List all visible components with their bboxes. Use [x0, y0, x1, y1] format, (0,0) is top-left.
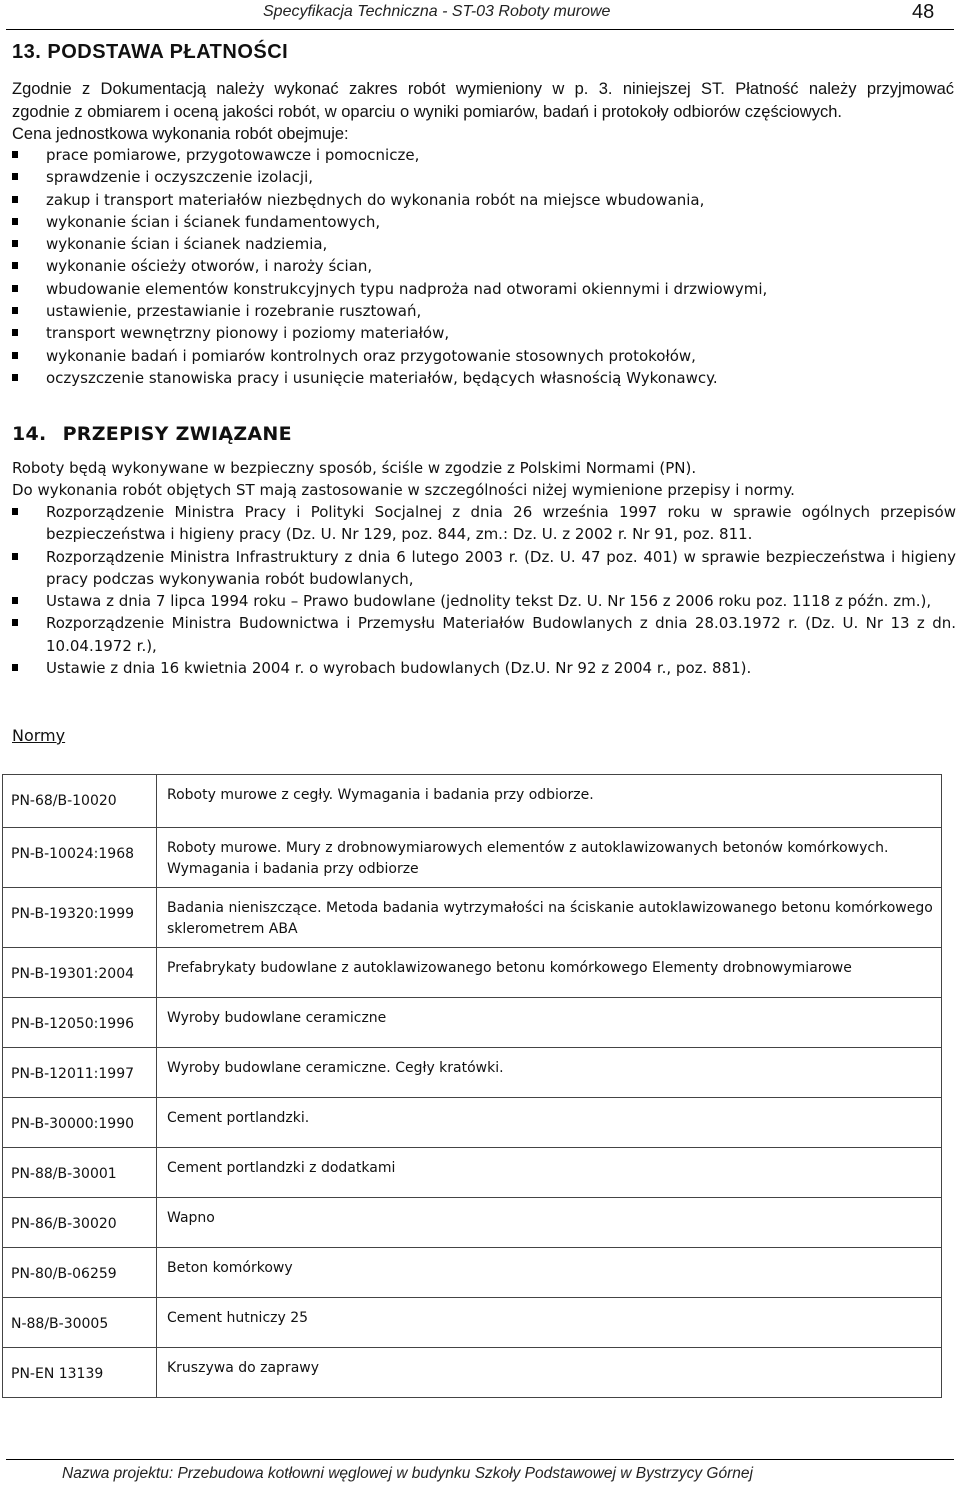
list-item: wykonanie ścian i ścianek nadziemia, — [12, 233, 956, 255]
norm-code: N-88/B-30005 — [3, 1298, 157, 1348]
section-number: 14. — [12, 423, 47, 445]
section-13-paragraph — [12, 78, 954, 146]
list-item: Rozporządzenie Ministra Pracy i Polityki Socjalnej z dnia 26 września 1997 roku w sprawie ogólnych przepisów bezpieczeństwa i higieny pracy (Dz. U. Nr 129, poz. 844, zm.: Dz. U. z 2002 r. Nr 91, poz. 811. — [12, 501, 956, 546]
list-item: wykonanie badań i pomiarów kontrolnych oraz przygotowanie stosownych protokołów, — [12, 345, 956, 367]
norm-description: Cement hutniczy 25 — [157, 1298, 942, 1348]
paragraph-line: Roboty będą wykonywane w bezpieczny sposób, ściśle w zgodzie z Polskimi Normami (PN). — [12, 459, 697, 477]
norm-code: PN-80/B-06259 — [3, 1248, 157, 1298]
table-row — [3, 998, 942, 1048]
norm-code: PN-88/B-30001 — [3, 1148, 157, 1198]
table-row — [3, 1298, 942, 1348]
table-row — [3, 1198, 942, 1248]
list-item: zakup i transport materiałów niezbędnych do wykonania robót na miejsce wbudowania, — [12, 189, 956, 211]
price-scope-list — [12, 144, 956, 389]
table-row — [3, 1348, 942, 1398]
section-title: PRZEPISY ZWIĄZANE — [62, 423, 292, 445]
norm-description: Badania nieniszczące. Metoda badania wytrzymałości na ściskanie autoklawizowanego betonu komórkowego sklerometrem ABA — [157, 888, 942, 948]
norm-description: Wyroby budowlane ceramiczne. Cegły kratówki. — [157, 1048, 942, 1098]
norm-description: Cement portlandzki z dodatkami — [157, 1148, 942, 1198]
page-number: 48 — [912, 1, 935, 23]
list-item: Rozporządzenie Ministra Infrastruktury z dnia 6 lutego 2003 r. (Dz. U. 47 poz. 401) w sprawie bezpieczeństwa i higieny pracy podczas wykonywania robót budowlanych, — [12, 546, 956, 591]
table-row — [3, 828, 942, 888]
header-divider — [6, 29, 954, 30]
table-row — [3, 1248, 942, 1298]
list-item: sprawdzenie i oczyszczenie izolacji, — [12, 166, 956, 188]
list-item: Rozporządzenie Ministra Budownictwa i Przemysłu Materiałów Budowlanych z dnia 28.03.1972 r. (Dz. U. Nr 13 z dn. 10.04.1972 r.), — [12, 612, 956, 657]
norm-code: PN-EN 13139 — [3, 1348, 157, 1398]
norm-description: Roboty murowe. Mury z drobnowymiarowych elementów z autoklawizowanych betonów komórkowych. Wymagania i badania przy odbiorze — [157, 828, 942, 888]
norm-description: Roboty murowe z cegły. Wymagania i badania przy odbiorze. — [157, 775, 942, 828]
section-13-heading: 13. PODSTAWA PŁATNOŚCI — [12, 41, 289, 63]
norm-code: PN-68/B-10020 — [3, 775, 157, 828]
norm-code: PN-B-12011:1997 — [3, 1048, 157, 1098]
norm-code: PN-B-30000:1990 — [3, 1098, 157, 1148]
table-row — [3, 888, 942, 948]
norm-description: Cement portlandzki. — [157, 1098, 942, 1148]
regulations-list — [12, 501, 956, 679]
table-row — [3, 948, 942, 998]
page-footer: Nazwa projektu: Przebudowa kotłowni węglowej w budynku Szkoły Podstawowej w Bystrzycy Górnej — [62, 1465, 753, 1482]
paragraph-line: Cena jednostkowa wykonania robót obejmuje: — [12, 125, 349, 143]
list-item: prace pomiarowe, przygotowawcze i pomocnicze, — [12, 144, 956, 166]
norm-description: Beton komórkowy — [157, 1248, 942, 1298]
norm-code: PN-B-19320:1999 — [3, 888, 157, 948]
list-item: wykonanie ościeży otworów, i naroży ścian, — [12, 255, 956, 277]
norms-table — [2, 774, 942, 1398]
section-14-heading — [12, 423, 292, 445]
norm-description: Kruszywa do zaprawy — [157, 1348, 942, 1398]
list-item: wbudowanie elementów konstrukcyjnych typu nadproża nad otworami okiennymi i drzwiowymi, — [12, 278, 956, 300]
footer-divider — [6, 1459, 954, 1460]
document-title: Specyfikacja Techniczna - ST-03 Roboty murowe — [263, 3, 611, 20]
table-row — [3, 1148, 942, 1198]
norms-label: Normy — [12, 726, 66, 745]
list-item: wykonanie ścian i ścianek fundamentowych, — [12, 211, 956, 233]
paragraph-line: Zgodnie z Dokumentacją należy wykonać zakres robót wymieniony w p. 3. niniejszej ST. Płatność należy przyjmować — [12, 80, 954, 98]
table-row — [3, 775, 942, 828]
norm-code: PN-B-10024:1968 — [3, 828, 157, 888]
list-item: oczyszczenie stanowiska pracy i usunięcie materiałów, będących własnością Wykonawcy. — [12, 367, 956, 389]
list-item: ustawienie, przestawianie i rozebranie rusztowań, — [12, 300, 956, 322]
table-row — [3, 1098, 942, 1148]
section-14-paragraph — [12, 457, 956, 502]
list-item: Ustawa z dnia 7 lipca 1994 roku – Prawo budowlane (jednolity tekst Dz. U. Nr 156 z 2006 roku poz. 1118 z późn. zm.), — [12, 590, 956, 612]
norm-description: Wapno — [157, 1198, 942, 1248]
norm-code: PN-B-12050:1996 — [3, 998, 157, 1048]
paragraph-line: Do wykonania robót objętych ST mają zastosowanie w szczególności niżej wymienione przepisy i normy. — [12, 481, 795, 500]
paragraph-line: zgodnie z obmiarem i oceną jakości robót, w oparciu o wyniki pomiarów, badań i protokoły odbiorów częściowych. — [12, 102, 842, 121]
norm-code: PN-B-19301:2004 — [3, 948, 157, 998]
norm-code: PN-86/B-30020 — [3, 1198, 157, 1248]
list-item: Ustawie z dnia 16 kwietnia 2004 r. o wyrobach budowlanych (Dz.U. Nr 92 z 2004 r., poz. 881). — [12, 657, 956, 679]
norm-description: Wyroby budowlane ceramiczne — [157, 998, 942, 1048]
table-row — [3, 1048, 942, 1098]
norm-description: Prefabrykaty budowlane z autoklawizowanego betonu komórkowego Elementy drobnowymiarowe — [157, 948, 942, 998]
list-item: transport wewnętrzny pionowy i poziomy materiałów, — [12, 322, 956, 344]
